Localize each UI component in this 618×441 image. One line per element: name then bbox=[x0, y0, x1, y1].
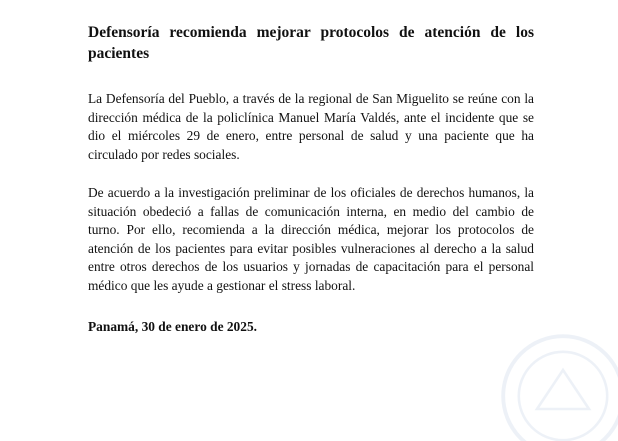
document-title: Defensoría recomienda mejorar protocolos de atención de los pacientes bbox=[88, 24, 534, 62]
paragraph-1: La Defensoría del Pueblo, a través de la regional de San Miguelito se reúne con la dirección médica de la policlínica Manuel María Valdés, ante el incidente que se dio el miércoles 29 de enero, entre personal de salud y una paciente que ha circulado por redes sociales. bbox=[88, 91, 534, 162]
dateline: Panamá, 30 de enero de 2025. bbox=[88, 319, 257, 334]
watermark-seal-icon bbox=[498, 331, 618, 441]
paragraph-2: De acuerdo a la investigación preliminar de los oficiales de derechos humanos, la situación obedeció a fallas de comunicación interna, en medio del cambio de turno. Por ello, recomienda a la dirección médica, mejorar los protocolos de atención de los pacientes para evitar posibles vulneraciones al derecho a la salud entre otros derechos de los usuarios y jornadas de capacitación para el personal médico que les ayude a gestionar el stress laboral. bbox=[88, 185, 534, 293]
